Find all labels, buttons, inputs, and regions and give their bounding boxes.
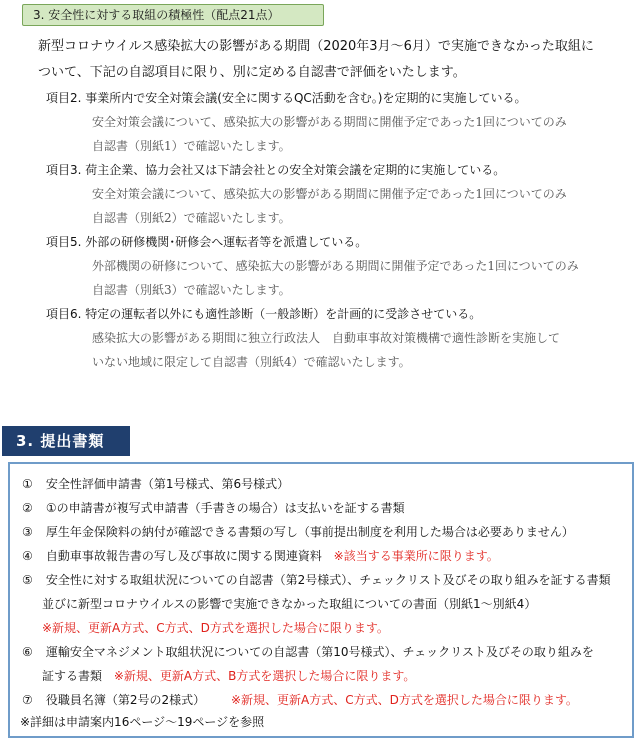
section-title-badge: 3. 安全性に対する取組の積極性（配点21点）	[22, 4, 324, 26]
doc-note: ※新規、更新A方式、B方式を選択した場合に限ります。	[113, 669, 416, 683]
doc-num: ③	[22, 525, 33, 539]
intro-line-2: ついて、下記の自認項目に限り、別に定める自認書で評価をいたします。	[38, 65, 466, 80]
doc-item-3	[22, 524, 574, 540]
doc-num: ④	[22, 549, 33, 563]
doc-text: 厚生年金保険料の納付が確認できる書類の写し（事前提出制度を利用した場合は必要ありません）	[45, 525, 574, 539]
doc-item-5	[22, 572, 611, 588]
doc-text: 安全性評価申請書（第1号様式、第6号様式）	[45, 477, 290, 491]
doc-text: 証する書類	[42, 669, 103, 683]
doc-text: 役職員名簿（第2号の2様式）	[45, 693, 206, 707]
item-2-body-2: 自認書（別紙1）で確認いたします。	[92, 139, 291, 153]
doc-text: 安全性に対する取組状況についての自認書（第2号様式）、チェックリスト及びその取り組みを証する書類	[45, 573, 611, 587]
doc-text: 運輸安全マネジメント取組状況についての自認書（第10号様式）、チェックリスト及びその取り組みを	[45, 645, 594, 659]
doc-text: 自動車事故報告書の写し及び事故に関する関連資料	[45, 549, 322, 563]
item-6-body-2: いない地域に限定して自認書（別紙4）で確認いたします。	[92, 355, 411, 369]
doc-item-6-line-2	[42, 668, 415, 684]
doc-item-2	[22, 500, 405, 516]
item-3-title: 項目3. 荷主企業、協力会社又は下請会社との安全対策会議を定期的に実施している。	[46, 163, 506, 177]
details-reference-note: ※詳細は申請案内16ページ～19ページを参照	[20, 715, 265, 729]
doc-item-4	[22, 548, 499, 564]
item-5-body-1: 外部機関の研修について、感染拡大の影響がある期間に開催予定であった1回についてのみ	[92, 259, 579, 273]
item-5-title: 項目5. 外部の研修機関･研修会へ運転者等を派遣している。	[46, 235, 368, 249]
doc-num: ②	[22, 501, 33, 515]
doc-item-7	[22, 692, 578, 708]
item-2-title: 項目2. 事業所内で安全対策会議(安全に関するQC活動を含む。)を定期的に実施している。	[46, 91, 527, 105]
submission-header: 3. 提出書類	[2, 426, 130, 456]
doc-num: ⑤	[22, 573, 33, 587]
item-3-body-1: 安全対策会議について、感染拡大の影響がある期間に開催予定であった1回についてのみ	[92, 187, 567, 201]
item-3-body-2: 自認書（別紙2）で確認いたします。	[92, 211, 291, 225]
doc-note: ※新規、更新A方式、C方式、D方式を選択した場合に限ります。	[230, 693, 578, 707]
doc-item-5-line-2: 並びに新型コロナウイルスの影響で実施できなかった取組についての書面（別紙1～別紙4）	[42, 597, 537, 611]
doc-item-1	[22, 476, 289, 492]
doc-num: ⑦	[22, 693, 33, 707]
item-6-title: 項目6. 特定の運転者以外にも適性診断（一般診断）を計画的に受診させている。	[46, 307, 482, 321]
intro-line-1: 新型コロナウイルス感染拡大の影響がある期間（2020年3月～6月）で実施できなかった取組に	[38, 39, 594, 54]
doc-num: ①	[22, 477, 33, 491]
doc-item-5-note: ※新規、更新A方式、C方式、D方式を選択した場合に限ります。	[42, 621, 389, 635]
item-2-body-1: 安全対策会議について、感染拡大の影響がある期間に開催予定であった1回についてのみ	[92, 115, 567, 129]
item-5-body-2: 自認書（別紙3）で確認いたします。	[92, 283, 291, 297]
doc-item-6	[22, 644, 594, 660]
doc-num: ⑥	[22, 645, 33, 659]
doc-note: ※該当する事業所に限ります。	[333, 549, 499, 563]
doc-text: ①の申請書が複写式申請書（手書きの場合）は支払いを証する書類	[45, 501, 405, 515]
item-6-body-1: 感染拡大の影響がある期間に独立行政法人 自動車事故対策機構で適性診断を実施して	[92, 331, 561, 345]
